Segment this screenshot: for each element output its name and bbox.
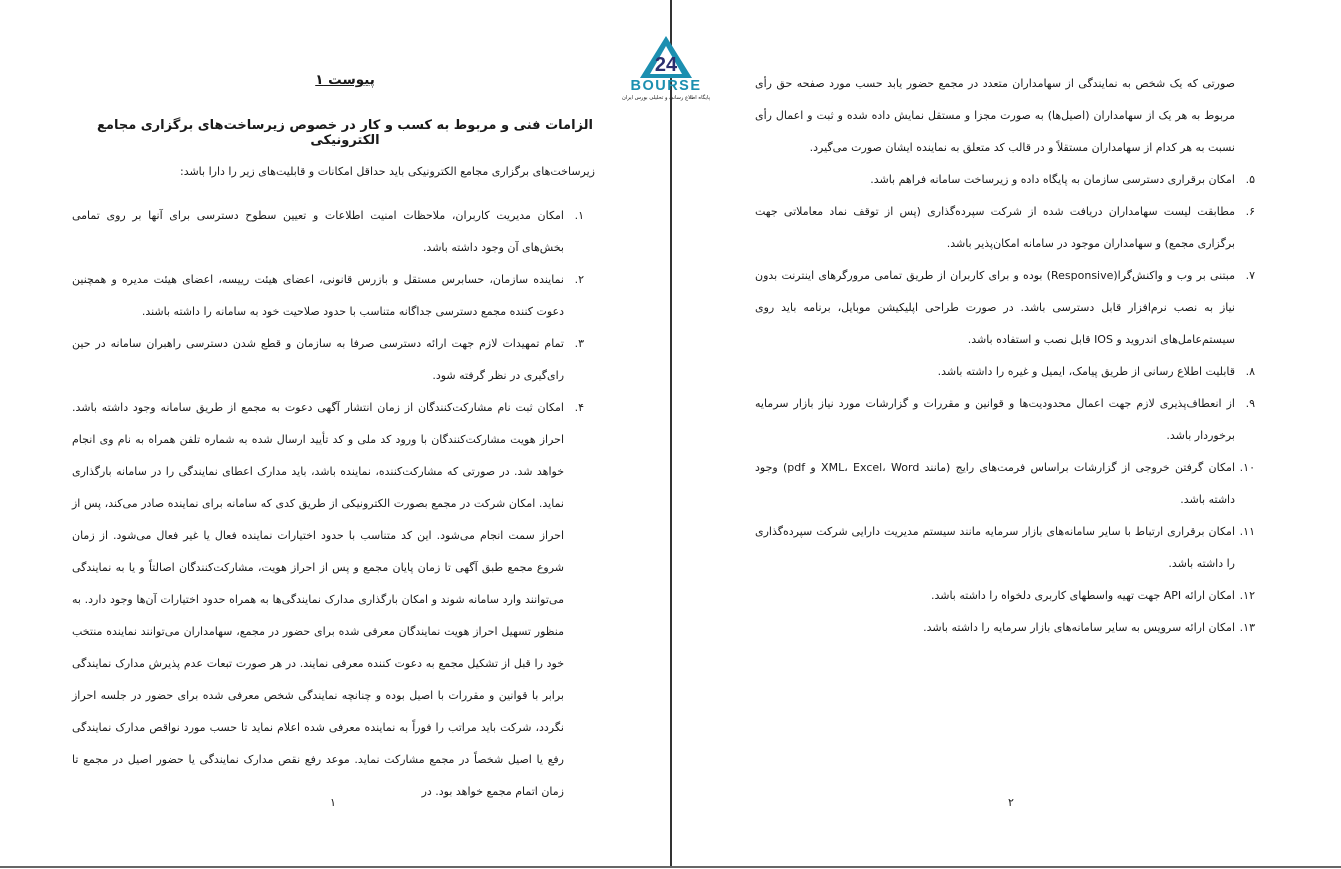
list-item [755,196,1255,260]
item-number: ۴. [574,401,584,414]
list-item [755,452,1255,516]
logo-tagline: پایگاه اطلاع رسانی و تحلیلی بورس ایران [621,95,711,101]
item-number: ۳. [574,337,584,350]
appendix-title: پیوست ۱ [315,72,375,88]
item-number: ۱۰. [1239,461,1255,474]
list-item [755,612,1255,644]
item-number: ۱. [574,209,584,222]
intro-paragraph: زیرساخت‌های برگزاری مجامع الکترونیکی باید حداقل امکانات و قابلیت‌های زیر را دارا باشد: [179,165,595,178]
list-item [755,260,1255,356]
list-item [72,264,584,328]
list-item [755,516,1255,580]
item-text: امکان ارائه API جهت تهیه واسطهای کاربری دلخواه را داشته باشد. [930,589,1235,602]
requirements-list-page-2 [755,164,1255,644]
bourse-logo [620,34,712,104]
item-text: امکان برقراری ارتباط با سایر سامانه‌های بازار سرمایه مانند سیستم مدیریت دارایی شرکت سپرده‌گذاری را داشته باشد. [755,525,1235,570]
item-number: ۱۱. [1239,525,1255,538]
main-title: الزامات فنی و مربوط به کسب و کار در خصوص زیرساخت‌های برگزاری مجامع الکترونیکی [97,118,593,148]
item-number: ۱۳. [1239,621,1255,634]
item-number: ۵. [1245,173,1255,186]
item-text: امکان ثبت نام مشارکت‌کنندگان از زمان انتشار آگهی دعوت به مجمع از طریق سامانه وجود داشته باشد. احراز هویت مشارکت‌کنندگان با ورود کد ملی و کد تأیید ارسال شده به شماره تلفن همراه به نام وی انجام خواهد شد. در صورتی که مشارکت‌کننده، نماینده باشد، باید مدارک اعطای نمایندگی را در سامانه بارگذاری نماید. امکان شرکت در مجمع بصورت الکترونیکی از طریق کدی که سامانه برای نماینده صادر می‌کند، پس از احراز سمت انجام می‌شود. این کد متناسب با حدود اختیارات نماینده فعال یا غیر فعال می‌شود. از زمان شروع مجمع طبق آگهی تا زمان پایان مجمع و پس از احراز هویت، مشارکت‌کنندگان اصالتاً و یا به نمایندگی می‌توانند وارد سامانه شوند و امکان بارگذاری مدارک نمایندگی‌ها به همراه حدود اختیارات آن‌ها وجود دارد. به منظور تسهیل احراز هویت نمایندگان معرفی شده برای حضور در مجمع، سهامداران می‌توانند نماینده منتخب خود را قبل از تشکیل مجمع به دعوت کننده معرفی نمایند. در هر صورت تبعات عدم پذیرش مدارک نمایندگی برابر با قوانین و مقررات با اصیل بوده و چنانچه نمایندگی شخص معرفی شده برای حضور در جلسه احراز نگردد، شرکت باید مراتب را فوراً به نماینده معرفی شده اعلام نماید تا حسب مورد نواقص مدارک نمایندگی رفع یا اصیل شخصاً در مجمع مشارکت نماید. موعد رفع نقص مدارک نمایندگی یا حضور اصیل در مجمع تا زمان اتمام مجمع خواهد بود. در [72,401,564,798]
item-number: ۱۲. [1239,589,1255,602]
list-item [755,580,1255,612]
item-number: ۹. [1245,397,1255,410]
item-number: ۲. [574,273,584,286]
item-text: امکان مدیریت کاربران، ملاحظات امنیت اطلاعات و تعیین سطوح دسترسی برای آنها بر روی تمامی بخش‌های آن وجود داشته باشد. [72,209,564,254]
continuation-paragraph: صورتی که یک شخص به نمایندگی از سهامداران متعدد در مجمع حضور یابد حسب مورد صفحه حق رأی مربوط به هر یک از سهامداران (اصیل‌ها) به صورت مجزا و مستقل نمایش داده شده و ثبت و اعمال رأی نسبت به هر کدام از سهامداران مستقلاً و در قالب کد متعلق به نماینده ایشان صورت می‌گیرد. [755,77,1235,154]
page-bottom-edge [0,866,1341,868]
item-number: ۶. [1245,205,1255,218]
list-item [72,392,584,808]
item-text: امکان برقراری دسترسی سازمان به پایگاه داده و زیرساخت سامانه فراهم باشد. [870,173,1235,186]
item-text: تمام تمهیدات لازم جهت ارائه دسترسی صرفا به سازمان و قطع شدن دسترسی راهبران سامانه در حین رای‌گیری در نظر گرفته شود. [72,337,564,382]
list-item [72,200,584,264]
item-text: از انعطاف‌پذیری لازم جهت اعمال محدودیت‌ها و قوانین و مقررات و گزارشات مورد نیاز بازار سرمایه برخوردار باشد. [755,397,1235,442]
svg-text:24: 24 [654,54,678,76]
page-number: ۱ [330,796,336,809]
list-item [755,388,1255,452]
page-number: ۲ [1008,796,1014,809]
list-item [72,328,584,392]
item-text: امکان گرفتن خروجی از گزارشات براساس فرمت‌های رایج (مانند XML، Excel، Word و pdf) وجود داشته باشد. [755,461,1235,506]
item-number: ۷. [1245,269,1255,282]
item-text: قابلیت اطلاع رسانی از طریق پیامک، ایمیل و غیره را داشته باشد. [937,365,1235,378]
list-item [755,356,1255,388]
item-text: امکان ارائه سرویس به سایر سامانه‌های بازار سرمایه را داشته باشد. [923,621,1235,634]
requirements-list-page-1 [72,200,584,808]
page-divider [670,0,672,866]
item-number: ۸. [1245,365,1255,378]
item-text: مطابقت لیست سهامداران دریافت شده از شرکت سپرده‌گذاری (پس از توقف نماد معاملاتی جهت برگزاری مجمع) و سهامداران موجود در سامانه امکان‌پذیر باشد. [755,205,1235,250]
list-item [755,164,1255,196]
item-text: مبتنی بر وب و واکنش‌گرا(Responsive) بوده و برای کاربران از طریق تمامی مرورگرهای اینترنت بدون نیاز به نصب نرم‌افزار قابل دسترسی باشد. در صورت طراحی اپلیکیشن موبایل، برنامه باید روی سیستم‌عامل‌های اندروید و IOS قابل نصب و استفاده باشد. [755,269,1235,346]
item-text: نماینده سازمان، حسابرس مستقل و بازرس قانونی، اعضای هیئت رییسه، اعضای هیئت مدیره و همچنین دعوت کننده مجمع دسترسی جداگانه متناسب با حدود صلاحیت خود به سامانه را داشته باشند. [72,273,564,318]
bourse24-triangle-logo-icon [620,34,712,80]
logo-wordmark: BOURSE [630,78,702,94]
